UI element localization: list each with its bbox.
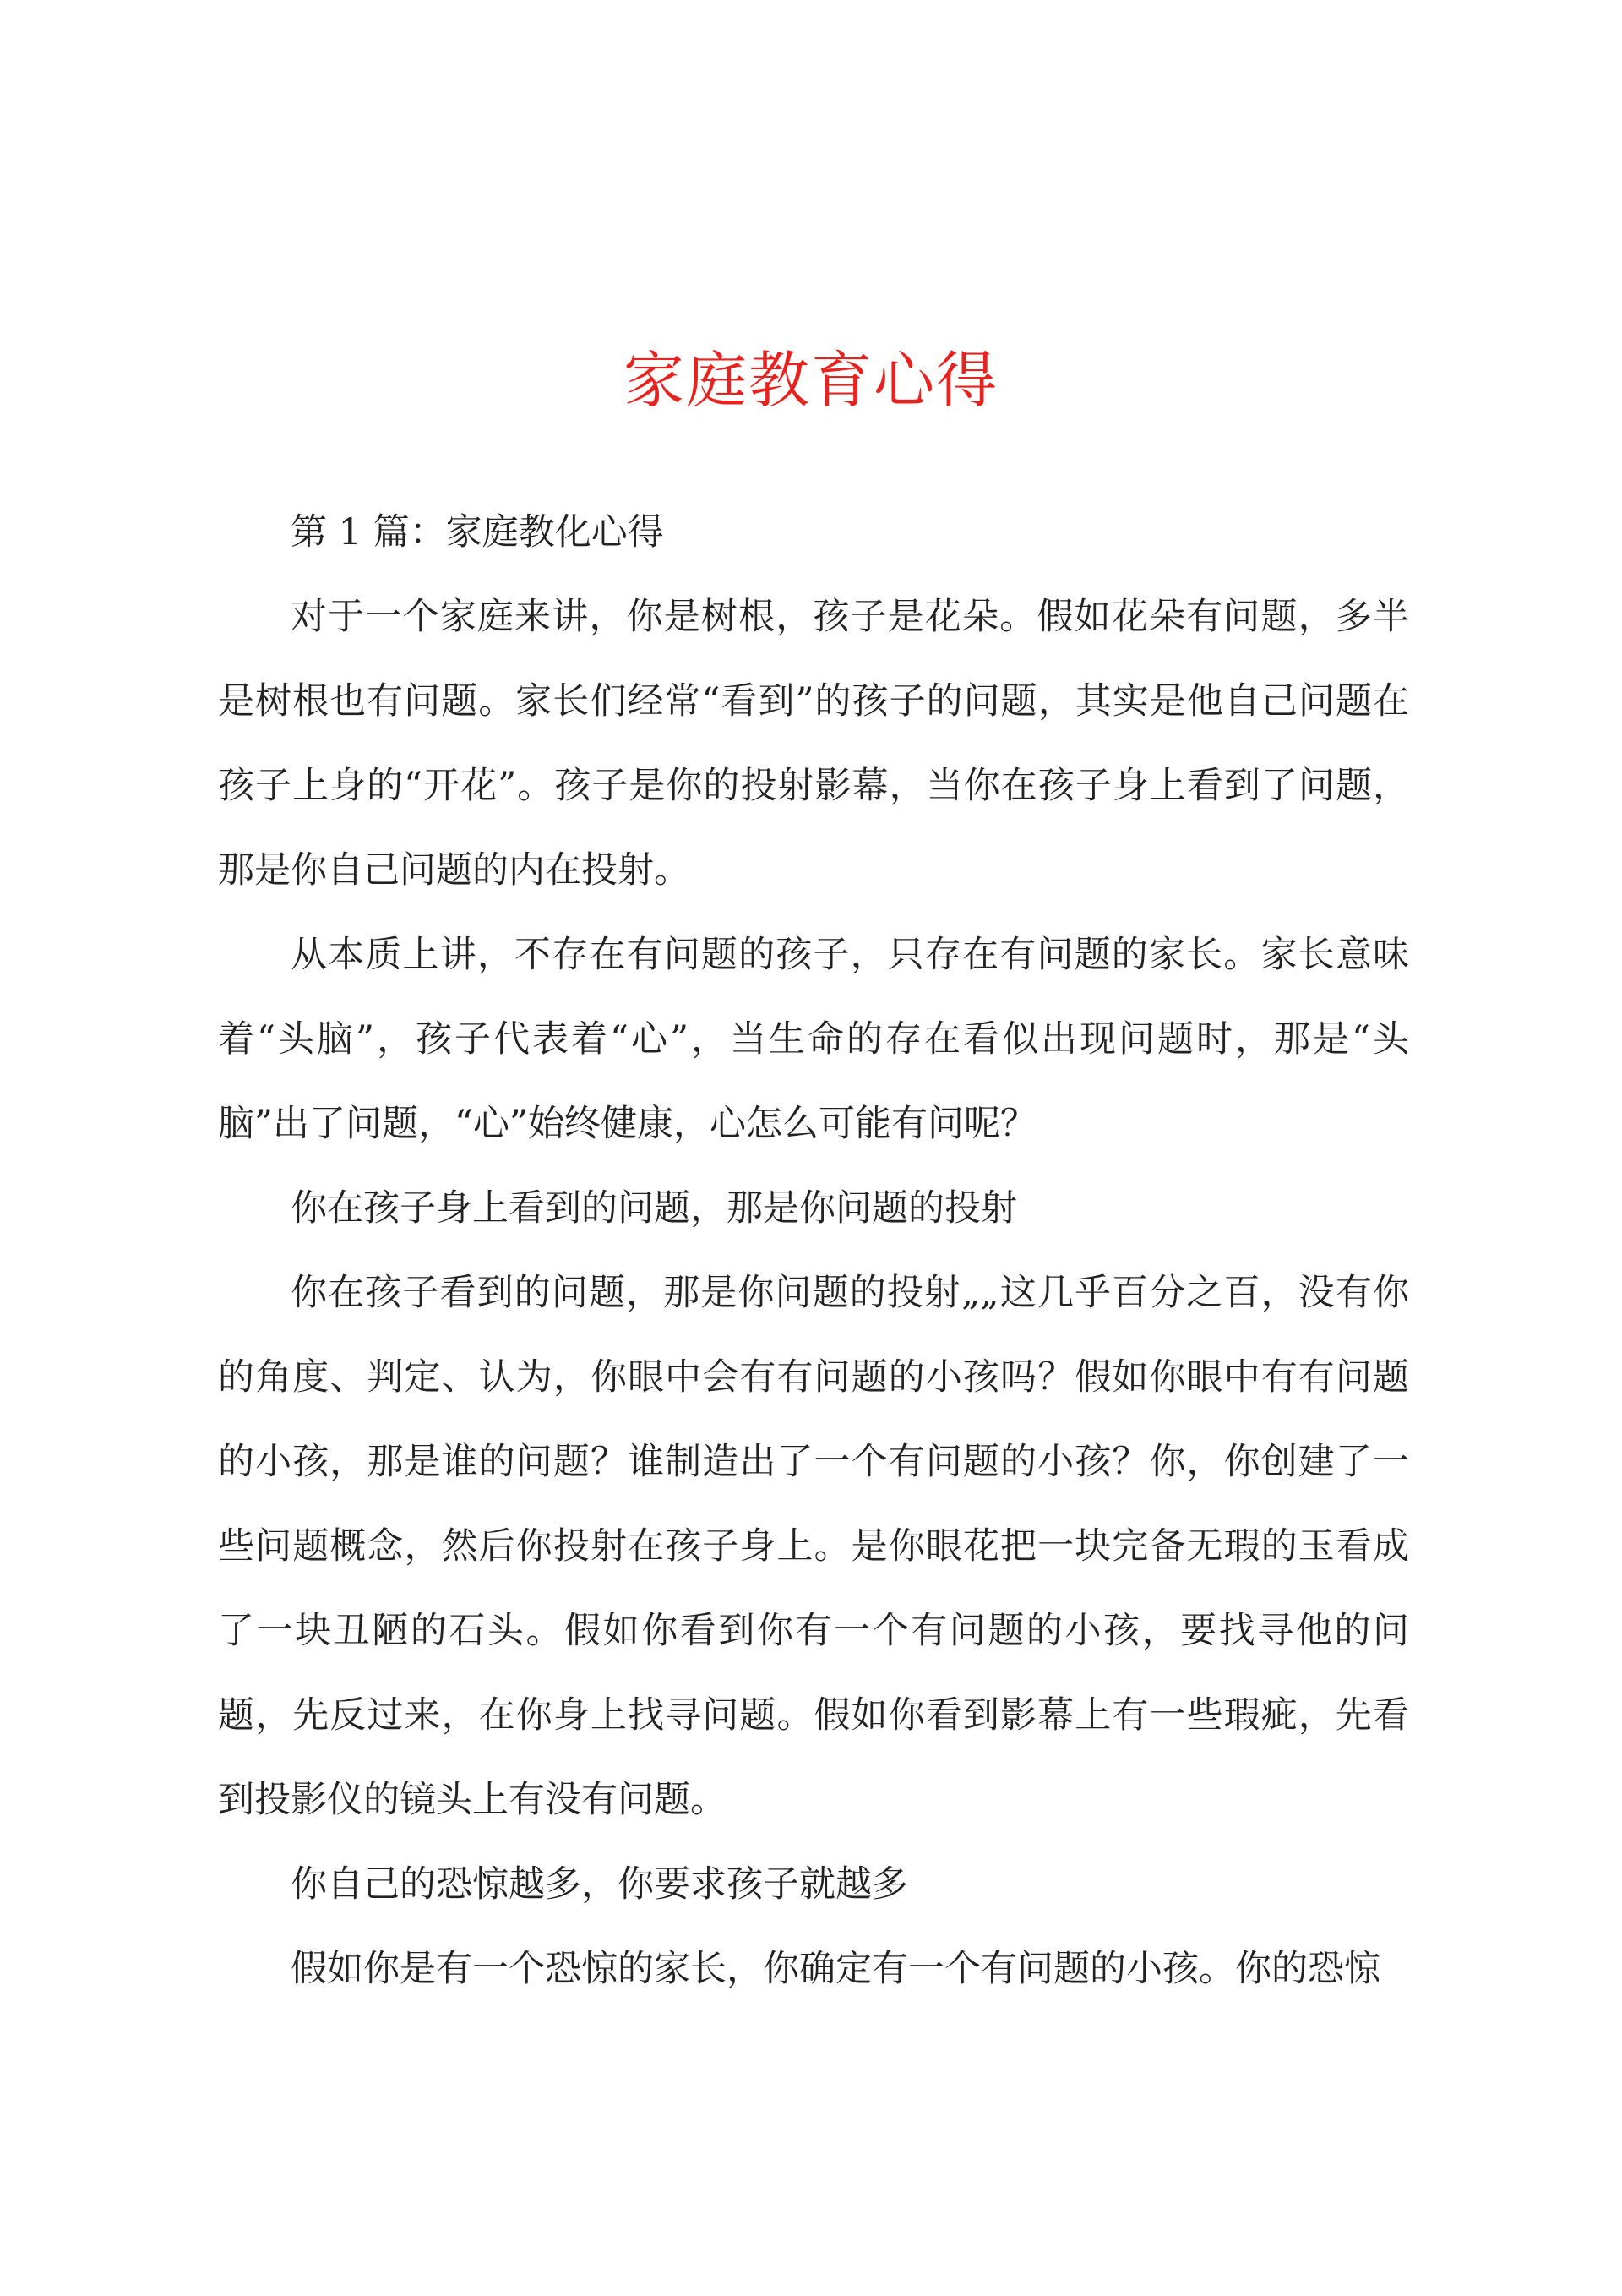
body-paragraph: 对于一个家庭来讲，你是树根，孩子是花朵。假如花朵有问题，多半是树根也有问题。家长们经常“看到”的孩子的问题，其实是他自己问题在孩子上身的“开花”。孩子是你的投射影幕，当你在孩子身上看到了问题，那是你自己问题的内在投射。 — [218, 596, 1409, 892]
body-paragraph: 你在孩子看到的问题，那是你问题的投射„„这几乎百分之百，没有你的角度、判定、认为，你眼中会有有问题的小孩吗？假如你眼中有有问题的小孩，那是谁的问题？谁制造出了一个有问题的小孩？你，你创建了一些问题概念，然后你投射在孩子身上。是你眼花把一块完备无瑕的玉看成了一块丑陋的石头。假如你看到你有一个有问题的小孩，要找寻他的问题，先反过来，在你身上找寻问题。假如你看到影幕上有一些瑕疵，先看到投影仪的镜头上有没有问题。 — [218, 1272, 1409, 1821]
document-title: 家庭教育心得 — [623, 345, 999, 416]
section-heading: 第 1 篇：家庭教化心得 — [291, 511, 664, 554]
body-paragraph: 假如你是有一个恐惊的家长，你确定有一个有问题的小孩。你的恐惊 — [291, 1948, 1380, 1990]
body-subheading: 你在孩子身上看到的问题，那是你问题的投射 — [291, 1187, 1017, 1230]
body-subheading: 你自己的恐惊越多，你要求孩子就越多 — [291, 1863, 908, 1906]
document-body — [218, 490, 1409, 2011]
body-paragraph: 从本质上讲，不存在有问题的孩子，只存在有问题的家长。家长意味着“头脑”，孩子代表着“心”，当生命的存在看似出现问题时，那是“头脑”出了问题，“心”始终健康，心怎么可能有问呢？ — [218, 934, 1409, 1145]
